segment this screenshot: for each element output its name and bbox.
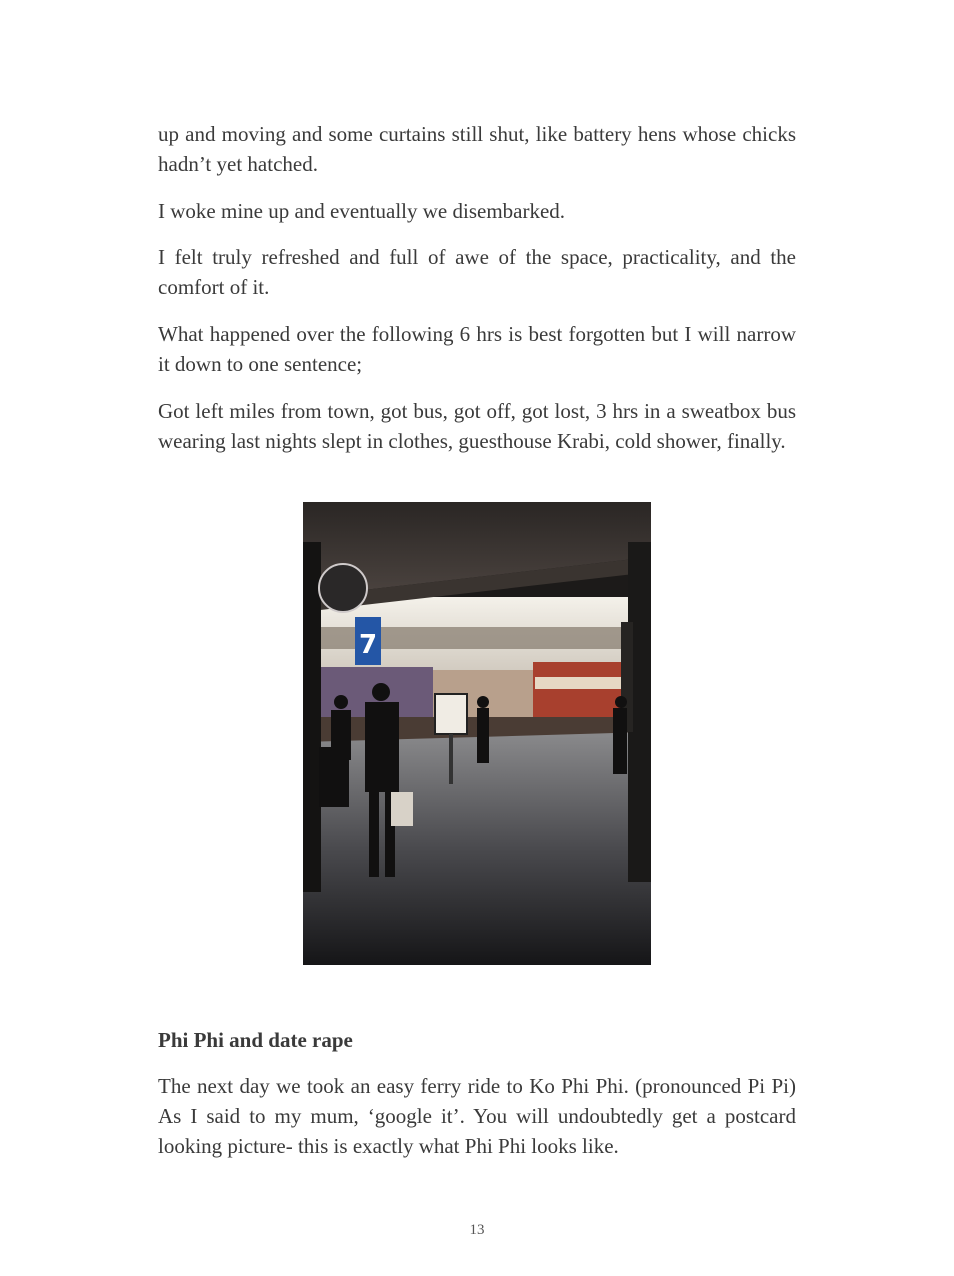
paragraph: I felt truly refreshed and full of awe of the space, practicality, and the comfort of it. — [158, 245, 796, 299]
page-number: 13 — [469, 1222, 485, 1238]
train-station-photo — [303, 502, 651, 965]
paragraph: What happened over the following 6 hrs is best forgotten but I will narrow it down to one sentence; — [158, 322, 796, 376]
paragraph: Got left miles from town, got bus, got off, got lost, 3 hrs in a sweatbox bus wearing last nights slept in clothes, guesthouse Krabi, cold shower, finally. — [158, 399, 796, 453]
paragraph: The next day we took an easy ferry ride to Ko Phi Phi. (pronounced Pi Pi) As I said to my mum, ‘google it’. You will undoubtedly get a postcard looking picture- this is exactly what Phi Phi looks like. — [158, 1074, 796, 1158]
paragraph: I woke mine up and eventually we disembarked. — [158, 199, 566, 223]
paragraph: up and moving and some curtains still shut, like battery hens whose chicks hadn’t yet hatched. — [158, 122, 796, 176]
section-heading: Phi Phi and date rape — [158, 1028, 353, 1052]
platform-number: 7 — [358, 630, 378, 660]
